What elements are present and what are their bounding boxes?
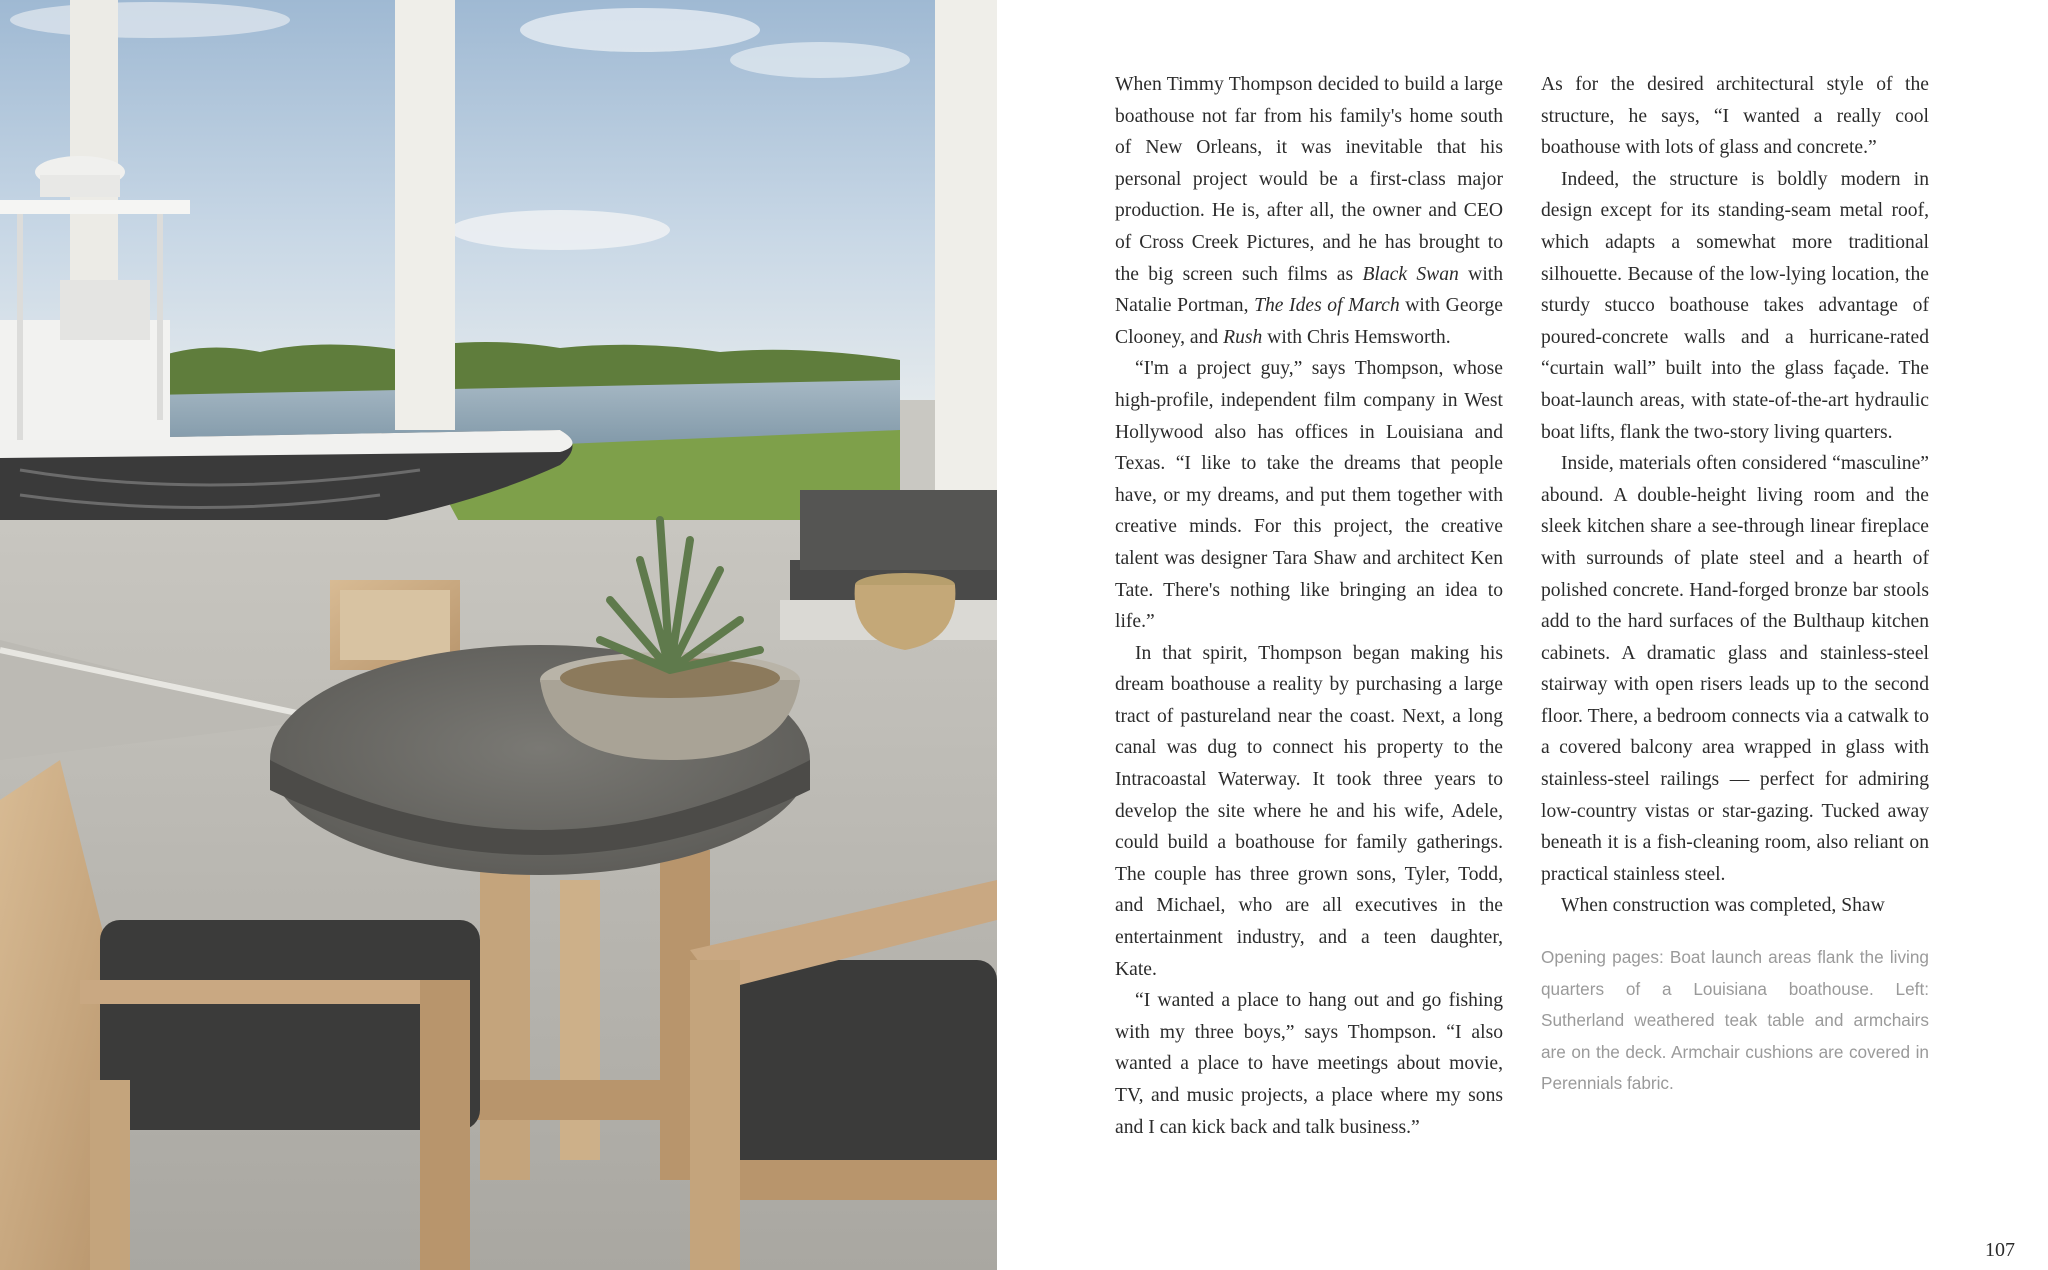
- column: [935, 0, 997, 520]
- paragraph: Indeed, the structure is boldly modern in design except for its standing-seam metal roof, which adapts a somewhat more traditional silhouette. Because of the low-lying location, the sturdy stucco boathouse takes advantage of poured-concrete walls and a hurricane-rated “curtain wall” built into the glass façade. The boat-launch areas, with state-of-the-art hydraulic boat lifts, flank the two-story living quarters.: [1541, 168, 1929, 443]
- paragraph: “I wanted a place to hang out and go fishing with my three boys,” says Thompson. “I also wanted a place to have meetings about movie, TV, and music projects, a place where my sons and I can kick back and talk business.”: [1115, 990, 1503, 1138]
- film-title: The Ides of March: [1254, 295, 1400, 317]
- photo-caption: Opening pages: Boat launch areas flank the living quarters of a Louisiana boathouse. Left: Sutherland weathered teak table and armchairs are on the deck. Armchair cushions are covered in Perennials fabric.: [1541, 947, 1929, 1094]
- column: [395, 0, 455, 430]
- paragraph: When construction was completed, Shaw: [1561, 895, 1885, 917]
- article-column-right: [1541, 69, 1929, 1100]
- paragraph: Inside, materials often considered “masculine” abound. A double-height living room and the sleek kitchen share a see-through linear fireplace with surrounds of plate steel and a hearth of polished concrete. Hand-forged bronze bar stools add to the hard surfaces of the Bulthaup kitchen cabinets. A dramatic glass and stainless-steel stairway with open risers leads up to the second floor. There, a bedroom connects via a catwalk to a covered balcony area wrapped in glass with stainless-steel railings — perfect for admiring low-country vistas or star-gazing. Tucked away beneath it is a fish-cleaning room, also reliant on practical stainless steel.: [1541, 453, 1929, 885]
- paragraph: As for the desired architectural style of the structure, he says, “I wanted a really cool boathouse with lots of glass and concrete.”: [1541, 74, 1929, 159]
- article-page: [997, 0, 2048, 1270]
- paragraph: “I'm a project guy,” says Thompson, whose high-profile, independent film company in West Hollywood also has offices in Louisiana and Texas. “I like to take the dreams that people have, or my dreams, and put them together with creative minds. For this project, the creative talent was designer Tara Shaw and architect Ken Tate. There's nothing like bringing an idea to life.”: [1115, 358, 1503, 633]
- article-column-left: [1115, 69, 1503, 1143]
- film-title: Rush: [1223, 326, 1263, 348]
- page-number: 107: [1985, 1239, 2015, 1261]
- paragraph: In that spirit, Thompson began making his dream boathouse a reality by purchasing a large tract of pastureland near the coast. Next, a long canal was dug to connect his property to the Intracoastal Waterway. It took three years to develop the site where he and his wife, Adele, could build a boathouse for family gatherings. The couple has three grown sons, Tyler, Todd, and Michael, who are all executives in the entertainment industry, and a teen daughter, Kate.: [1115, 642, 1503, 980]
- paragraph: When Timmy Thompson decided to build a large boathouse not far from his family's home south of New Orleans, it was inevitable that his personal project would be a first-class major production. He is, after all, the owner and CEO of Cross Creek Pictures, and he has brought to the big screen such films as Black Swan with Natalie Portman, The Ides of March with George Clooney, and Rush with Chris Hemsworth.: [1115, 74, 1503, 348]
- film-title: Black Swan: [1362, 263, 1459, 285]
- photo-boathouse-deck: [0, 0, 997, 1270]
